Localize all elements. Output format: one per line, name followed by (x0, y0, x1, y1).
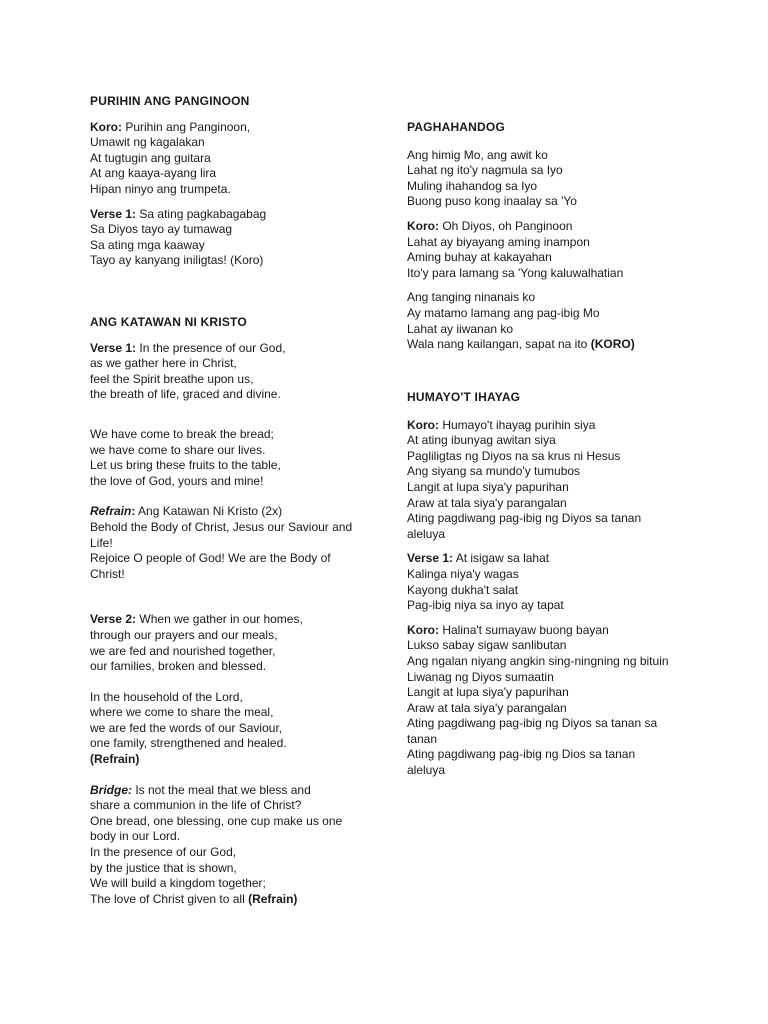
lyric-line: Araw at tala siya'y parangalan (407, 700, 567, 715)
lyric-line: through our prayers and our meals, (90, 627, 278, 642)
stanza-label: Koro: (90, 119, 122, 134)
lyric-line: the breath of life, graced and divine. (90, 387, 281, 402)
stanza-bridge (90, 783, 380, 908)
song-title: PURIHIN ANG PANGINOON (90, 94, 250, 108)
song-title: ANG KATAWAN NI KRISTO (90, 315, 247, 329)
lyric-line: Oh Diyos, oh Panginoon (442, 218, 573, 233)
lyric-line: Hipan ninyo ang trumpeta. (90, 181, 231, 196)
lyric-line: We have come to break the bread; (90, 426, 274, 441)
stanza-1 (407, 148, 687, 210)
song-paghahandog (407, 120, 687, 362)
lyric-line: Ating pagdiwang pag-ibig ng Diyos sa tanan aleluya (407, 511, 642, 541)
lyric-line: Liwanag ng Diyos sumaatin (407, 669, 554, 684)
lyric-line: At isigaw sa lahat (455, 551, 550, 566)
lyric-line: In the presence of our God, (139, 340, 286, 355)
lyric-line: we are fed and nourished together, (90, 643, 276, 658)
lyric-line: Ating pagdiwang pag-ibig ng Dios sa tanan aleluya (407, 747, 636, 778)
song-title: HUMAYO'T IHAYAG (407, 390, 521, 404)
stanza-verse-1 (90, 341, 380, 403)
lyric-line: Umawit ng kagalakan (90, 135, 205, 150)
stanza-label: Koro: (407, 218, 439, 233)
refrain-tag: (Refrain) (90, 752, 140, 767)
stanza-koro (90, 120, 380, 198)
stanza-refrain: Refrain: Ang Katawan Ni Kristo (2x) Behold the Body of Christ, Jesus our Saviour and Life! Rejoice O people of God! We are the Body of Christ! (90, 504, 380, 582)
lyric-line: Humayo't ihayag purihin siya (442, 417, 596, 432)
stanza-label: Verse 2: (90, 612, 137, 627)
stanza-koro (407, 219, 687, 281)
lyric-line: When we gather in our homes, (139, 612, 303, 627)
lyric-line: Lahat ng ito'y nagmula sa Iyo (407, 163, 563, 178)
lyric-line: Buong puso kong inaalay sa 'Yo (407, 194, 577, 209)
lyric-line: feel the Spirit breathe upon us, (90, 371, 254, 386)
lyric-line: Sa Diyos tayo ay tumawag (90, 222, 233, 237)
lyric-line: the love of God, yours and mine! (90, 473, 264, 488)
lyric-line: Rejoice O people of God! We are the Body of Christ! (90, 551, 331, 581)
lyric-line: Behold the Body of Christ, Jesus our Saviour and Life! (90, 519, 353, 550)
lyric-line: In the presence of our God, (90, 845, 237, 860)
stanza-2 (407, 290, 687, 352)
stanza-verse-1b (90, 427, 380, 489)
lyric-line: Lukso sabay sigaw sanlibutan (407, 638, 567, 653)
lyric-line: At ating ibunyag awitan siya (407, 433, 556, 448)
lyric-line: Ang tanging ninanais ko (407, 290, 536, 305)
lyric-line: we are fed the words of our Saviour, (90, 720, 283, 735)
lyric-line: Sa ating pagkabagabag (139, 206, 267, 221)
stanza-koro-2 (407, 623, 687, 779)
lyric-line: one family, strengthened and healed. (90, 736, 287, 751)
lyric-line: our families, broken and blessed. (90, 659, 267, 674)
lyric-line: Aming buhay at kakayahan (407, 250, 552, 265)
stanza-verse-2b (90, 690, 380, 768)
lyric-line: Ating pagdiwang pag-ibig ng Diyos sa tanan sa tanan (407, 716, 658, 746)
lyric-line: Ang ngalan niyang angkin sing-ningning ng bituin (407, 653, 669, 668)
lyric-line: Halina't sumayaw buong bayan (442, 622, 609, 637)
stanza-label: Verse 1: (90, 340, 137, 355)
lyric-line: Kayong dukha't salat (407, 582, 519, 597)
lyric-line: Purihin ang Panginoon, (125, 119, 251, 134)
lyric-line: Ito'y para lamang sa 'Yong kaluwalhatian (407, 265, 624, 280)
lyric-line: Lahat ay biyayang aming inampon (407, 234, 590, 249)
stanza-verse-1 (407, 551, 687, 613)
lyric-line: Pagliligtas ng Diyos na sa krus ni Hesus (407, 448, 621, 463)
lyric-line: Ang Katawan Ni Kristo (2x) (138, 504, 283, 519)
lyric-line: by the justice that is shown, (90, 860, 237, 875)
stanza-label: Verse 1: (407, 551, 454, 566)
lyric-line: we have come to share our lives. (90, 442, 266, 457)
lyric-line: Langit at lupa siya'y papurihan (407, 685, 569, 700)
lyric-line: Pag-ibig niya sa inyo ay tapat (407, 598, 564, 613)
song-ang-katawan-ni-kristo (90, 315, 380, 916)
stanza-label: Verse 1: (90, 206, 137, 221)
lyric-line: The love of Christ given to all (90, 891, 245, 906)
lyric-line: Ang himig Mo, ang awit ko (407, 147, 548, 162)
lyric-line: Sa ating mga kaaway (90, 237, 205, 252)
lyric-line: Langit at lupa siya'y papurihan (407, 479, 569, 494)
koro-tag: (KORO) (590, 337, 635, 352)
lyric-line: Kalinga niya'y wagas (407, 566, 519, 581)
lyric-line: At ang kaaya-ayang lira (90, 166, 217, 181)
song-purihin-ang-panginoon (90, 94, 380, 278)
lyric-line: At tugtugin ang guitara (90, 150, 211, 165)
lyric-line: Araw at tala siya'y parangalan (407, 495, 567, 510)
lyric-line: We will build a kingdom together; (90, 876, 266, 891)
stanza-label: Koro: (407, 622, 439, 637)
refrain-tag: (Refrain) (248, 891, 298, 906)
song-humayot-ihayag (407, 390, 687, 788)
lyric-line: Tayo ay kanyang iniligtas! (Koro) (90, 253, 264, 268)
lyric-line: Is not the meal that we bless and share a communion in the life of Christ? (90, 782, 311, 813)
lyric-line: Ay matamo lamang ang pag-ibig Mo (407, 305, 600, 320)
lyric-line: as we gather here in Christ, (90, 356, 237, 371)
lyric-line: One bread, one blessing, one cup make us one body in our Lord. (90, 813, 343, 844)
stanza-label: Bridge: (90, 782, 132, 797)
lyric-line: Wala nang kailangan, sapat na ito (407, 337, 588, 352)
lyric-line: Let us bring these fruits to the table, (90, 458, 281, 473)
stanza-label: Refrain (90, 504, 132, 519)
stanza-verse-2 (90, 612, 380, 674)
stanza-koro (407, 418, 687, 543)
lyric-line: where we come to share the meal, (90, 705, 274, 720)
song-title: PAGHAHANDOG (407, 120, 505, 134)
lyric-line: Lahat ay iiwanan ko (407, 321, 514, 336)
stanza-label: Koro: (407, 417, 439, 432)
lyric-line: Muling ihahandog sa Iyo (407, 178, 538, 193)
lyric-line: Ang siyang sa mundo'y tumubos (407, 464, 581, 479)
lyric-line: In the household of the Lord, (90, 689, 243, 704)
stanza-verse-1 (90, 207, 380, 269)
